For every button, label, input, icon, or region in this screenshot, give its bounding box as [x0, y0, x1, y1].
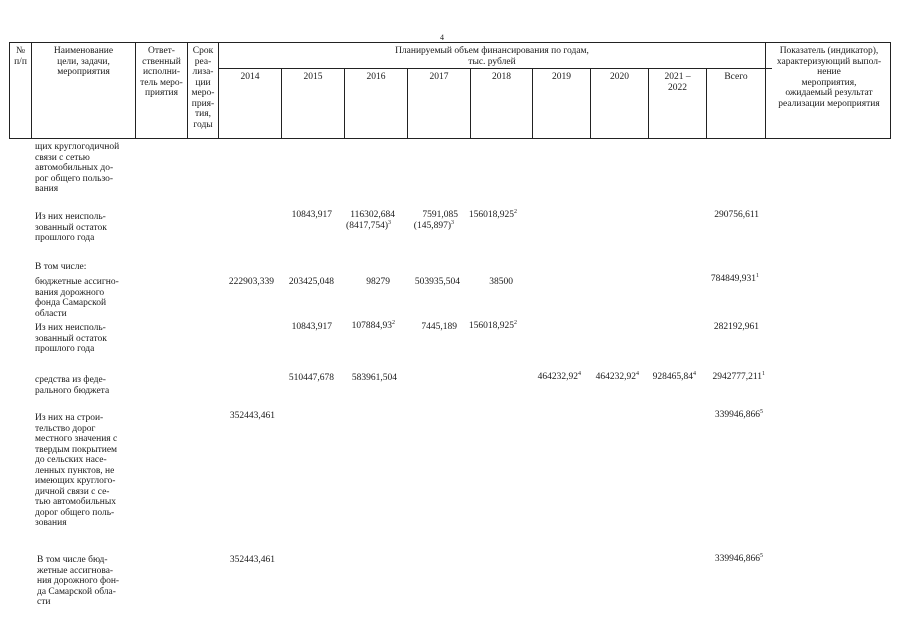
header-planned-financing: Планируемый объем финансирования по годам, тыс. рублей: [395, 46, 589, 67]
table-cell-total: 2942777,211$^1$: [712, 370, 765, 382]
table-cell-total: 339946,866$^5$: [714, 552, 763, 564]
table-cell: 583961,504: [351, 373, 397, 383]
page-number: 4: [440, 33, 444, 42]
table-cell-total: 282192,961: [713, 322, 759, 332]
header-year-2020: 2020: [610, 72, 629, 82]
header-year-2021-2022: 2021 – 2022: [664, 72, 691, 93]
table-cell-total: 339946,866$^5$: [714, 408, 763, 420]
header-year-2014: 2014: [240, 72, 260, 82]
row-label: В том числе:: [35, 262, 87, 272]
table-cell: 464232,92$^4$: [537, 370, 581, 382]
table-cell: 7445,189: [421, 322, 457, 332]
header-num: № п/п: [14, 46, 27, 67]
table-cell: 116302,684: [350, 210, 395, 220]
table-cell: 10843,917: [291, 210, 332, 220]
table-cell: 510447,678: [288, 373, 334, 383]
table-header: [9, 42, 891, 139]
table-cell-total: 784849,931$^1$: [710, 272, 759, 284]
header-year-2015: 2015: [303, 72, 323, 82]
row-label: В том числе бюд- жетные ассигнова- ния дорожного фон- да Самарской обла- сти: [37, 555, 120, 607]
table-cell: 7591,085: [422, 210, 458, 220]
header-year-2016: 2016: [366, 72, 386, 82]
table-cell: 928465,84$^4$: [652, 370, 696, 382]
table-cell: 222903,339: [228, 277, 274, 287]
row-label: щих круглогодичной связи с сетью автомобильных до- рог общего пользо- вания: [35, 142, 120, 194]
row-label: бюджетные ассигно- вания дорожного фонда Самарской области: [35, 277, 119, 319]
header-total: Всего: [724, 72, 748, 82]
table-cell: 107884,93$^2$: [351, 319, 395, 331]
table-cell: 98279: [366, 277, 390, 287]
row-divider: [218, 68, 772, 69]
row-label: Из них неисполь- зованный остаток прошлого года: [35, 212, 107, 243]
row-label: средства из феде- рального бюджета: [35, 375, 110, 396]
table-cell: 352443,461: [229, 555, 275, 565]
header-term: Срок реа- лиза- ции меро- прия- тия, годы: [191, 46, 215, 130]
table-cell: 10843,917: [291, 322, 332, 332]
table-cell: $(8417,754)^3$: [346, 219, 391, 231]
header-year-2019: 2019: [552, 72, 571, 82]
header-indicator: Показатель (индикатор), характеризующий выпол- нение мероприятия, ожидаемый результат реализации мероприятия: [776, 46, 882, 109]
header-responsible: Ответ- ственный исполни- тель меро- приятия: [140, 46, 183, 98]
table-cell: $(145,897)^3$: [413, 219, 454, 231]
table-cell: 203425,048: [288, 277, 334, 287]
table-cell-total: 290756,611: [714, 210, 759, 220]
table-cell: 464232,92$^4$: [595, 370, 639, 382]
table-cell: 156018,925$^2$: [468, 208, 517, 220]
header-year-2017: 2017: [429, 72, 449, 82]
table-cell: 503935,504: [414, 277, 460, 287]
header-year-2018: 2018: [492, 72, 511, 82]
row-label: Из них неисполь- зованный остаток прошлого года: [35, 323, 107, 354]
header-name: Наименование цели, задачи, мероприятия: [53, 46, 114, 77]
table-cell: 156018,925$^2$: [468, 319, 517, 331]
table-cell: 38500: [489, 277, 513, 287]
table-cell: 352443,461: [229, 411, 275, 421]
row-label: Из них на строи- тельство дорог местного значения с твердым покрытием до сельских насе- ленных пунктов, не имеющих круглого- дичной связи с се- тью автомобильных дорог общего поль- зования: [35, 413, 118, 528]
